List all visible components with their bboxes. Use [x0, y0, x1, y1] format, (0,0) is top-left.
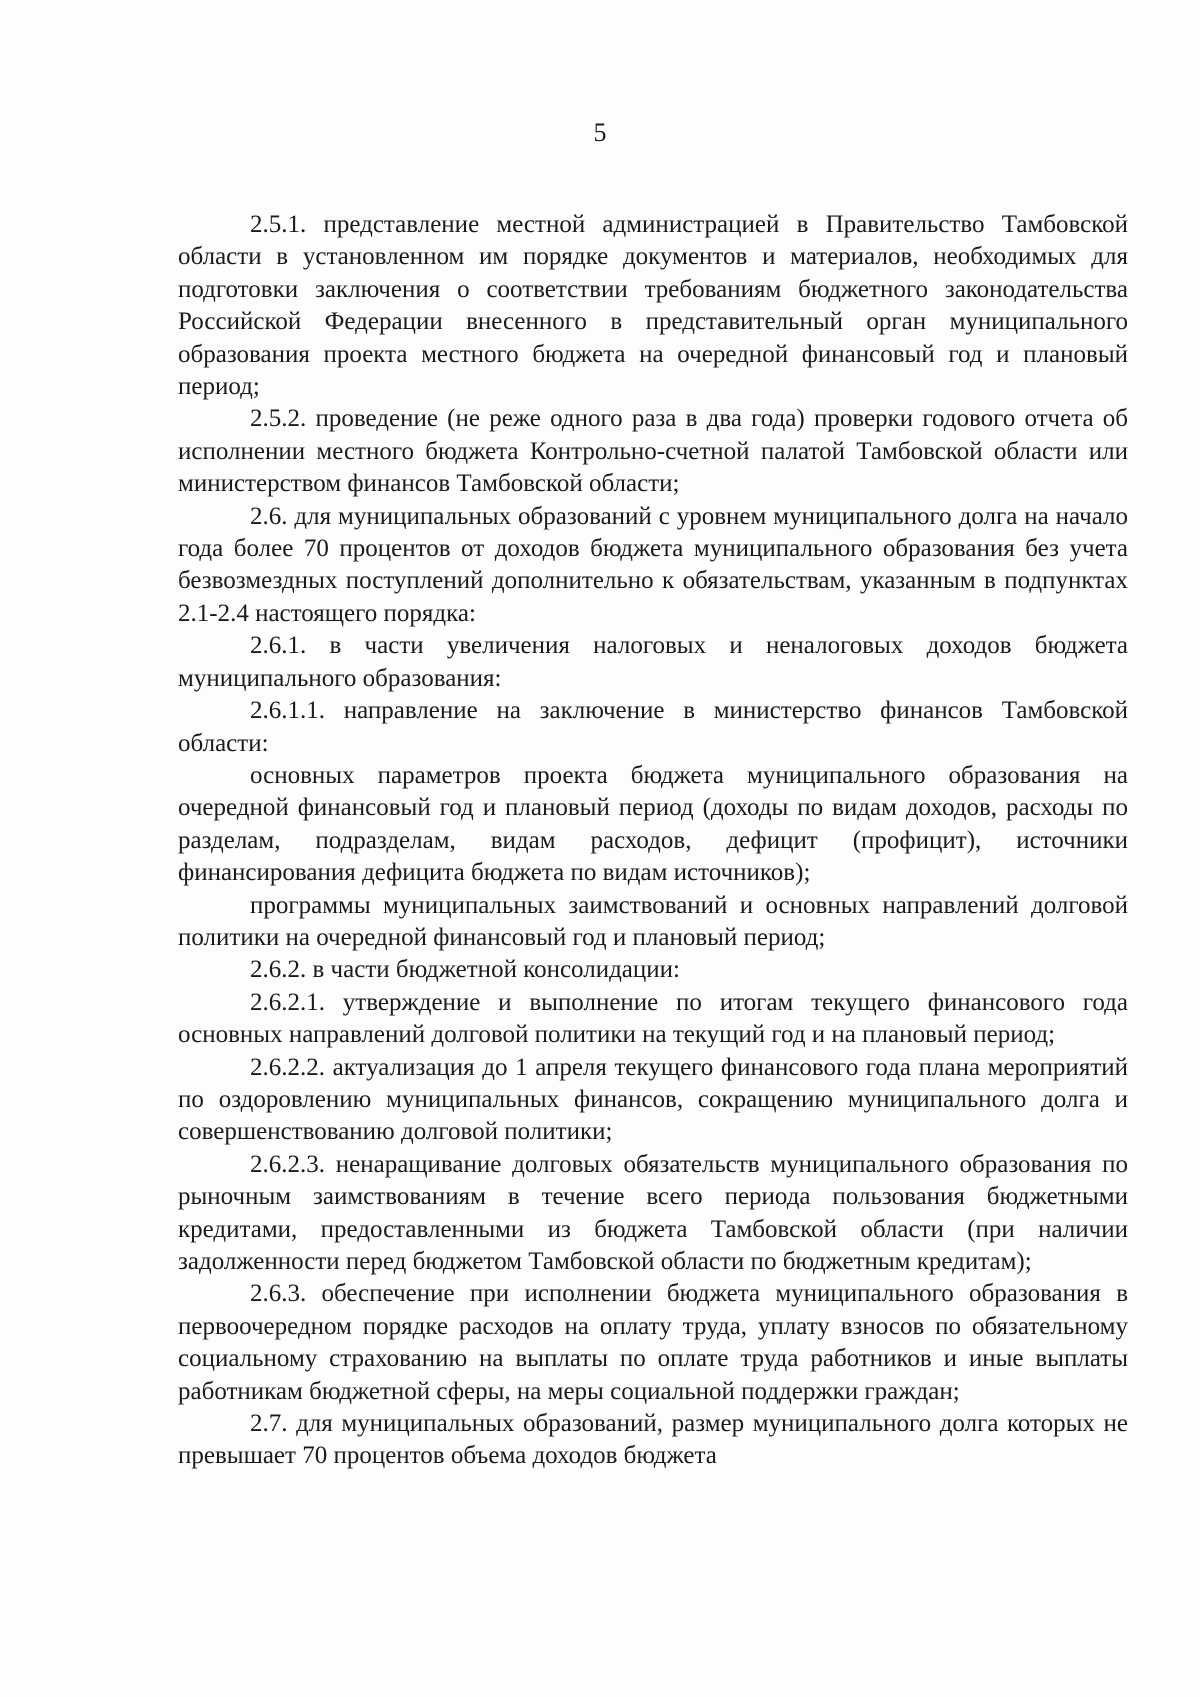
document-body — [178, 209, 1128, 1473]
paragraph-2-6-3: 2.6.3. обеспечение при исполнении бюджета муниципального образования в первоочередном порядке расходов на оплату труда, уплату взносов по обязательному социальному страхованию на выплаты по оплате труда работников и иные выплаты работникам бюджетной сферы, на меры социальной поддержки граждан; — [178, 1280, 1128, 1405]
paragraph-2-6-2: 2.6.2. в части бюджетной консолидации: — [250, 956, 680, 984]
paragraph-main-parameters: основных параметров проекта бюджета муниципального образования на очередной финансовый год и плановый период (доходы по видам доходов, расходы по разделам, подразделам, видам расходов, дефицит (профицит), источники финансирования дефицита бюджета по видам источников); — [178, 761, 1128, 887]
paragraph-2-6-1: 2.6.1. в части увеличения налоговых и неналоговых доходов бюджета муниципального образования: — [178, 632, 1128, 692]
paragraph-2-6-2-2: 2.6.2.2. актуализация до 1 апреля текущего финансового года плана мероприятий по оздоровлению муниципальных финансов, сокращению муниципального долга и совершенствованию долговой политики; — [178, 1053, 1128, 1146]
paragraph-2-5-1: 2.5.1. представление местной администрацией в Правительство Тамбовской области в установленном им порядке документов и материалов, необходимых для подготовки заключения о соответствии требованиям бюджетного законодательства Российской Федерации внесенного в представительный орган муниципального образования проекта местного бюджета на очередной финансовый год и плановый период; — [178, 211, 1128, 401]
paragraph-2-7: 2.7. для муниципальных образований, размер муниципального долга которых не превышает 70 процентов объема доходов бюджета — [178, 1410, 1128, 1470]
paragraph-borrowing-program: программы муниципальных заимствований и основных направлений долговой политики на очередной финансовый год и плановый период; — [178, 891, 1128, 951]
paragraph-2-6-2-3: 2.6.2.3. ненаращивание долговых обязательств муниципального образования по рыночным заимствованиям в течение всего периода пользования бюджетными кредитами, предоставленными из бюджета Тамбовской области (при наличии задолженности перед бюджетом Тамбовской области по бюджетным кредитам); — [178, 1150, 1128, 1275]
page-number: 5 — [593, 118, 607, 147]
paragraph-2-6-1-1: 2.6.1.1. направление на заключение в министерство финансов Тамбовской области: — [178, 697, 1128, 757]
paragraph-2-6-2-1: 2.6.2.1. утверждение и выполнение по итогам текущего финансового года основных направлений долговой политики на текущий год и на плановый период; — [178, 988, 1128, 1049]
paragraph-2-5-2: 2.5.2. проведение (не реже одного раза в два года) проверки годового отчета об исполнении местного бюджета Контрольно-счетной палатой Тамбовской области или министерством финансов Тамбовской области; — [178, 405, 1128, 498]
paragraph-2-6: 2.6. для муниципальных образований с уровнем муниципального долга на начало года более 70 процентов от доходов бюджета муниципального образования без учета безвозмездных поступлений дополнительно к обязательствам, указанным в подпунктах 2.1-2.4 настоящего порядка: — [178, 502, 1128, 627]
